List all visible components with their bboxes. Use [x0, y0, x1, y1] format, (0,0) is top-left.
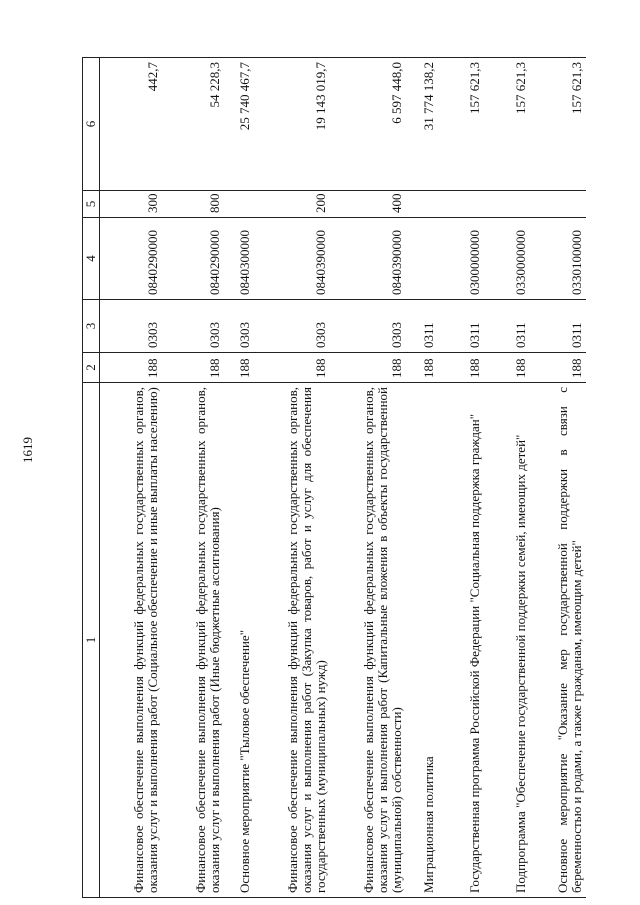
rotated-table-sheet	[82, 58, 584, 898]
row-target: 0840300000	[224, 218, 254, 300]
budget-table	[82, 57, 586, 898]
column-header-4: 4	[83, 218, 100, 300]
row-target: 0840290000	[100, 218, 162, 300]
row-amount: 157 621,3	[530, 58, 586, 191]
table-row	[438, 58, 484, 898]
row-ministry: 188	[100, 353, 162, 383]
row-section: 0311	[484, 300, 530, 353]
column-header-6: 6	[83, 58, 100, 191]
row-section: 0303	[100, 300, 162, 353]
row-amount: 54 228,3	[162, 58, 224, 191]
row-section: 0303	[162, 300, 224, 353]
row-section: 0303	[330, 300, 406, 353]
row-name: Финансовое обеспечение выполнения функций федеральных государственных органов, оказания услуг и выполнения работ (Социальное обеспечение и иные выплаты населению)	[100, 383, 162, 898]
row-expense-type: 200	[254, 191, 330, 218]
row-amount: 157 621,3	[484, 58, 530, 191]
table-header-row	[83, 58, 100, 898]
table-row	[100, 58, 162, 898]
row-name: Финансовое обеспечение выполнения функций федеральных государственных органов, оказания услуг и выполнения работ (Капитальные вложения в объекты государственной (муниципальной) собственности)	[330, 383, 406, 898]
row-name: Финансовое обеспечение выполнения функций федеральных государственных органов, оказания услуг и выполнения работ (Иные бюджетные ассигнования)	[162, 383, 224, 898]
row-ministry: 188	[438, 353, 484, 383]
column-header-5: 5	[83, 191, 100, 218]
row-target: 0840390000	[254, 218, 330, 300]
row-section: 0303	[224, 300, 254, 353]
row-amount: 442,7	[100, 58, 162, 191]
row-ministry: 188	[224, 353, 254, 383]
table-row	[330, 58, 406, 898]
table-row	[406, 58, 438, 898]
row-name: Финансовое обеспечение выполнения функций федеральных государственных органов, оказания услуг и выполнения работ (Закупка товаров, работ и услуг для обеспечения государственных (муниципальных) нужд)	[254, 383, 330, 898]
row-ministry: 188	[330, 353, 406, 383]
row-target: 0840390000	[330, 218, 406, 300]
row-expense-type	[406, 191, 438, 218]
row-section: 0311	[530, 300, 586, 353]
row-name: Государственная программа Российской Федерации "Социальная поддержка граждан"	[438, 383, 484, 898]
row-amount: 157 621,3	[438, 58, 484, 191]
row-expense-type	[438, 191, 484, 218]
row-target: 0330100000	[530, 218, 586, 300]
table-row	[162, 58, 224, 898]
row-target: 0840290000	[162, 218, 224, 300]
row-ministry: 188	[484, 353, 530, 383]
row-section: 0311	[406, 300, 438, 353]
table-row	[254, 58, 330, 898]
column-header-3: 3	[83, 300, 100, 353]
row-target	[406, 218, 438, 300]
row-expense-type: 800	[162, 191, 224, 218]
row-target: 0300000000	[438, 218, 484, 300]
row-name: Подпрограмма "Обеспечение государственной поддержки семей, имеющих детей"	[484, 383, 530, 898]
row-expense-type: 400	[330, 191, 406, 218]
table-row	[530, 58, 586, 898]
row-amount: 31 774 138,2	[406, 58, 438, 191]
row-ministry: 188	[162, 353, 224, 383]
row-section: 0303	[254, 300, 330, 353]
column-header-2: 2	[83, 353, 100, 383]
table-row	[224, 58, 254, 898]
row-ministry: 188	[254, 353, 330, 383]
row-target: 0330000000	[484, 218, 530, 300]
column-header-1: 1	[83, 383, 100, 898]
row-name: Основное мероприятие "Тыловое обеспечение"	[224, 383, 254, 898]
row-ministry: 188	[530, 353, 586, 383]
row-name: Основное мероприятие "Оказание мер государственной поддержки в связи с беременностью и родами, а также гражданам, имеющим детей"	[530, 383, 586, 898]
page-number: 1619	[20, 437, 35, 463]
row-expense-type	[484, 191, 530, 218]
row-expense-type	[530, 191, 586, 218]
row-expense-type	[224, 191, 254, 218]
row-expense-type: 300	[100, 191, 162, 218]
table-row	[484, 58, 530, 898]
row-ministry: 188	[406, 353, 438, 383]
row-name: Миграционная политика	[406, 383, 438, 898]
row-amount: 6 597 448,0	[330, 58, 406, 191]
row-amount: 19 143 019,7	[254, 58, 330, 191]
row-section: 0311	[438, 300, 484, 353]
row-amount: 25 740 467,7	[224, 58, 254, 191]
